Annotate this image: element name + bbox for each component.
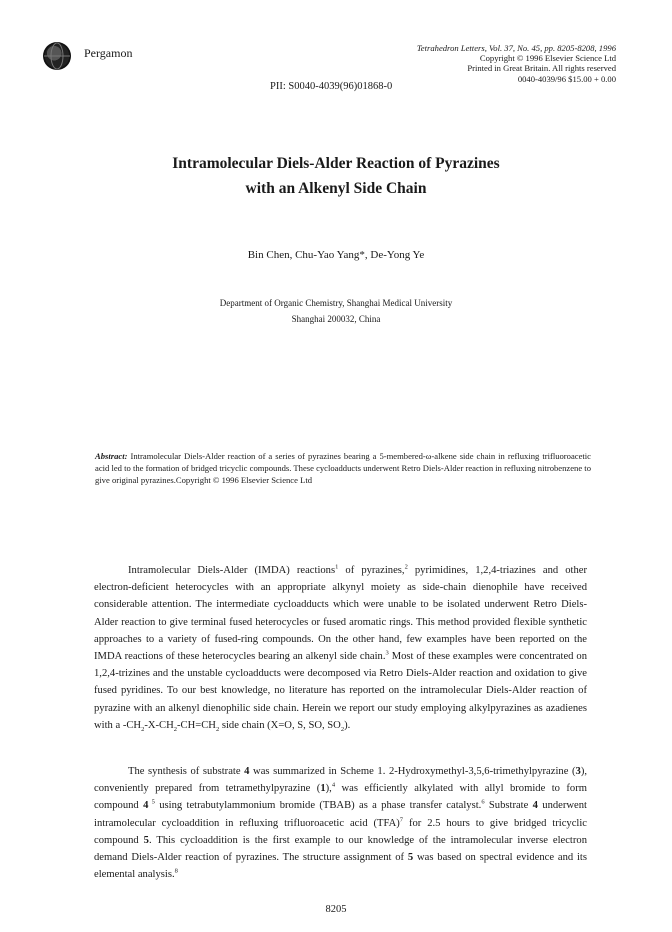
p2-text-k: was based on spectral evidence and its elemental analysis. [94, 852, 587, 881]
paragraph-synthesis [94, 763, 587, 883]
p2-text-i: for 2.5 hours to give bridged tricyclic compound [94, 817, 587, 846]
citation-ref: 7 [399, 816, 404, 824]
abstract-label: Abstract: [95, 451, 128, 461]
compound-number: 3 [575, 766, 581, 777]
abstract [95, 450, 591, 486]
citation-ref: 6 [481, 798, 485, 806]
affiliation-line-1: Department of Organic Chemistry, Shanghai Medical University [219, 298, 453, 308]
citation-ref: 8 [174, 867, 178, 875]
subscript: 2 [215, 725, 220, 733]
copyright-line: Copyright © 1996 Elsevier Science Ltd [479, 53, 616, 64]
citation-ref: 3 [385, 649, 389, 657]
p1-text-a: Intramolecular Diels-Alder (IMDA) reactions [128, 565, 336, 576]
paragraph-intro [94, 562, 587, 734]
subscript: 2 [173, 725, 178, 733]
p1-text-c: pyrimidines, 1,2,4-triazines and other electron-deficient heterocycles with an appropriate alkynyl moiety as side-chain dienophile have received considerable attention. The intermediate cycloadducts which were unable to be isolated underwent Retro Diels-Alder reaction to give terminal fused heterocycles or fused aromatic rings. This method provided flexible synthetic approaches to a variety of fused-ring compounds. On the other hand, few examples have been reported on the IMDA reactions of these heterocycles bearing an alkenyl side chain. [94, 565, 587, 663]
p1-text-f: -CH=CH [177, 719, 216, 731]
p2-text-c: ), conveniently prepared from tetramethylpyrazine ( [94, 766, 587, 795]
compound-number: 5 [407, 852, 414, 864]
compound-number: 1 [320, 783, 326, 795]
affiliation [0, 295, 672, 327]
p2-text-g: Substrate [484, 800, 533, 812]
subscript: 2 [141, 725, 145, 733]
compound-number: 4 [244, 766, 250, 777]
paper-title [0, 151, 672, 201]
p2-text-h: underwent intramolecular cycloaddition in refluxing trifluoroacetic acid (TFA) [94, 800, 587, 829]
p2-text-j: . This cycloaddition is the first example to our knowledge of the intramolecular inverse electron demand Diels-Alder reaction of pyrazines. The structure assignment of [94, 834, 587, 864]
title-line-1: Intramolecular Diels-Alder Reaction of Pyrazines [172, 155, 500, 172]
compound-number: 4 [143, 800, 149, 812]
p1-text-e: -X-CH [144, 719, 174, 731]
author-list: Bin Chen, Chu-Yao Yang*, De-Yong Ye [247, 249, 425, 261]
citation-ref: 4 [331, 781, 336, 789]
p2-text-f: using tetrabutylammonium bromide (TBAB) as a phase transfer catalyst. [154, 800, 482, 812]
page-number: 8205 [325, 904, 347, 915]
p2-text-e: was efficiently alkylated with allyl bromide to form compound [94, 783, 587, 812]
citation-ref: 1 [335, 563, 339, 571]
pii-identifier: PII: S0040-4039(96)01868-0 [270, 81, 393, 92]
compound-number: 4 [532, 800, 538, 812]
p1-text-b: of pyrazines, [338, 565, 405, 576]
subscript: 2 [340, 725, 345, 733]
p1-text-h: ). [344, 719, 351, 731]
publisher-name: Pergamon [84, 46, 133, 60]
price-line: 0040-4039/96 $15.00 + 0.00 [517, 73, 616, 84]
pergamon-logo [43, 42, 71, 70]
citation-ref: 2 [404, 563, 408, 571]
p2-text-a: The synthesis of substrate [128, 766, 245, 777]
p1-text-g: side chain (X=O, S, SO, SO [219, 719, 341, 731]
globe-icon [43, 42, 71, 70]
abstract-text: Intramolecular Diels-Alder reaction of a series of pyrazines bearing a 5-membered-ω-alkene side chain in refluxing trifluoroacetic acid led to the formation of bridged tricyclic compounds. These cycloadducts underwent Retro Diels-Alder reaction in refluxing nitrobenzene to give original pyrazines.Copyright © 1996 Elsevier Science Ltd [95, 451, 591, 485]
title-line-2: with an Alkenyl Side Chain [245, 180, 427, 197]
p2-text-d: ), [325, 783, 332, 795]
p2-text-b: was summarized in Scheme 1. 2-Hydroxymethyl-3,5,6-trimethylpyrazine ( [249, 766, 576, 777]
journal-line: Tetrahedron Letters, Vol. 37, No. 45, pp. 8205-8208, 1996 [416, 43, 616, 53]
p1-text-d: Most of these examples were concentrated on 1,2,4-trizines and the unstable cycloadducts were decomposed via Retro Diels-Alder reaction and oxidation to give fused pyridines. To our best knowledge, no literature has reported on the intramolecular Diels-Alder reaction of pyrazine with an alkenyl dienophilic side chain. Herein we report our study employing alkylpyrazines as azadienes with a -CH [94, 651, 587, 731]
citation-ref: 5 [148, 798, 155, 806]
journal-citation [417, 43, 616, 84]
printed-line: Printed in Great Britain. All rights reserved [467, 63, 616, 74]
compound-number: 5 [143, 834, 149, 846]
affiliation-line-2: Shanghai 200032, China [291, 314, 381, 324]
